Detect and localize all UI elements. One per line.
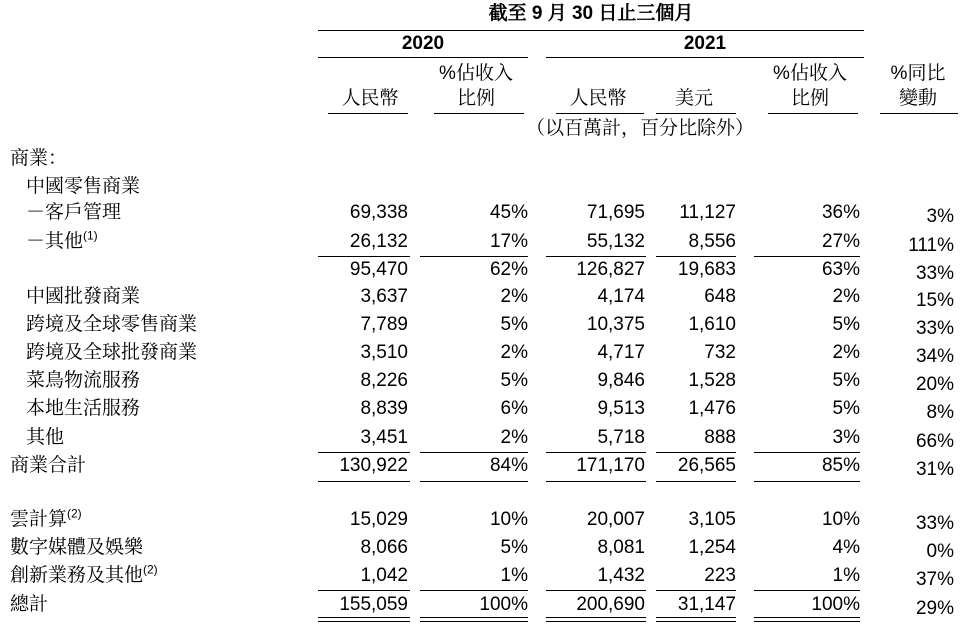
value-rmb-2021: 126,827: [576, 259, 645, 280]
value-pct-2020: 100%: [479, 594, 528, 615]
commerce-subtotal-rule: [318, 452, 410, 453]
value-rmb-2021: 4,174: [597, 286, 645, 307]
grand-total-double-rule: [754, 621, 860, 622]
row-label: [26, 286, 140, 308]
row-label-text: －客戶管理: [26, 202, 122, 223]
period-header: 截至 9 月 30 日止三個月: [488, 3, 694, 24]
row-label: [26, 427, 64, 449]
rule-col-rmb-2020: [328, 113, 408, 114]
value-yoy: 33%: [915, 263, 954, 284]
row-label-text: 其他: [26, 427, 65, 448]
value-rmb-2021: 9,846: [597, 370, 645, 391]
commerce-subtotal-rule: [656, 452, 736, 453]
col-yoy-line2: 變動: [898, 88, 937, 109]
grand-total-double-rule: [546, 617, 646, 618]
value-yoy: 33%: [915, 318, 954, 339]
value-rmb-2020: 3,637: [360, 286, 408, 307]
value-usd-2021: 1,610: [688, 314, 736, 335]
value-pct-2020: 84%: [489, 455, 528, 476]
row-label: [26, 228, 98, 253]
value-rmb-2020: 69,338: [349, 202, 408, 223]
row-label: [26, 370, 140, 392]
commerce-subtotal-rule: [420, 452, 528, 453]
row-label-text: 創新業務及其他: [10, 565, 144, 586]
value-rmb-2020: 8,839: [360, 398, 408, 419]
value-rmb-2021: 171,170: [576, 455, 645, 476]
row-label: [10, 537, 143, 559]
year-2020-header: 2020: [401, 33, 445, 54]
value-usd-2021: 648: [704, 286, 736, 307]
row-label-text: 跨境及全球批發商業: [26, 342, 198, 363]
row-label: [10, 148, 67, 170]
grand-total-rule: [420, 590, 528, 591]
value-pct-2020: 2%: [500, 427, 528, 448]
value-yoy: 29%: [915, 598, 954, 619]
grand-total-rule: [656, 590, 736, 591]
grand-total-rule: [546, 590, 646, 591]
value-rmb-2021: 1,432: [597, 565, 645, 586]
row-label: [10, 594, 48, 616]
footnote-marker: (2): [143, 562, 158, 577]
row-label-text: 本地生活服務: [26, 398, 141, 419]
value-pct-2020: 2%: [500, 342, 528, 363]
row-label: [26, 314, 197, 336]
value-pct-2021: 4%: [832, 537, 860, 558]
value-yoy: 33%: [915, 513, 954, 534]
value-usd-2021: 31,147: [677, 594, 736, 615]
col-pct-2020-line2: 比例: [456, 88, 495, 109]
value-yoy: 0%: [926, 541, 954, 562]
value-usd-2021: 1,254: [688, 537, 736, 558]
value-rmb-2020: 1,042: [360, 565, 408, 586]
rule-col-pct-2020: [434, 113, 524, 114]
value-pct-2021: 1%: [832, 565, 860, 586]
value-rmb-2021: 71,695: [586, 202, 645, 223]
value-rmb-2020: 8,226: [360, 370, 408, 391]
col-rmb-2021: 人民幣: [569, 88, 627, 109]
value-rmb-2020: 95,470: [349, 259, 408, 280]
row-label: [26, 202, 121, 224]
value-pct-2020: 2%: [500, 286, 528, 307]
commerce-subtotal-rule: [546, 452, 646, 453]
row-label-text: 數字媒體及娛樂: [10, 537, 144, 558]
rule-col-pct-2021: [768, 113, 858, 114]
row-label-text: 中國零售商業: [26, 176, 141, 197]
value-yoy: 111%: [908, 235, 954, 256]
value-pct-2020: 5%: [500, 537, 528, 558]
subtotal-rule: [420, 256, 528, 257]
value-rmb-2020: 8,066: [360, 537, 408, 558]
value-yoy: 34%: [915, 346, 954, 367]
grand-total-double-rule: [318, 617, 410, 618]
year-2021-header: 2021: [683, 33, 727, 54]
value-rmb-2021: 10,375: [586, 314, 645, 335]
grand-total-double-rule: [546, 621, 646, 622]
row-label: [26, 398, 140, 420]
row-label-text: 商業合計: [10, 455, 87, 476]
value-usd-2021: 3,105: [688, 509, 736, 530]
value-rmb-2020: 15,029: [349, 509, 408, 530]
value-pct-2021: 63%: [821, 259, 860, 280]
value-rmb-2021: 5,718: [597, 427, 645, 448]
subtotal-rule: [754, 256, 860, 257]
value-pct-2020: 5%: [500, 314, 528, 335]
row-label: [10, 562, 158, 587]
value-rmb-2020: 3,451: [360, 427, 408, 448]
value-usd-2021: 1,528: [688, 370, 736, 391]
value-pct-2021: 85%: [821, 455, 860, 476]
value-yoy: 20%: [915, 374, 954, 395]
row-label: [26, 176, 140, 198]
value-yoy: 15%: [915, 290, 954, 311]
rule-period: [318, 30, 864, 31]
value-rmb-2021: 200,690: [576, 594, 645, 615]
value-usd-2021: 888: [704, 427, 736, 448]
value-rmb-2021: 4,717: [597, 342, 645, 363]
value-rmb-2020: 26,132: [349, 231, 408, 252]
grand-total-rule: [318, 590, 410, 591]
unit-note: （以百萬計，百分比除外）: [525, 118, 754, 139]
value-rmb-2020: 7,789: [360, 314, 408, 335]
row-label-text: 雲計算: [10, 509, 68, 530]
value-pct-2020: 10%: [489, 509, 528, 530]
value-pct-2021: 3%: [832, 427, 860, 448]
col-rmb-2020: 人民幣: [341, 88, 399, 109]
value-yoy: 37%: [915, 569, 954, 590]
value-yoy: 31%: [915, 459, 954, 480]
grand-total-double-rule: [420, 621, 528, 622]
value-yoy: 3%: [926, 206, 954, 227]
col-pct-2021-line2: 比例: [790, 88, 829, 109]
col-pct-2021-line1: %佔收入: [773, 63, 847, 84]
value-pct-2021: 5%: [832, 370, 860, 391]
value-rmb-2020: 130,922: [339, 455, 408, 476]
rule-col-usd-2021: [656, 113, 736, 114]
commerce-total-rule: [656, 481, 736, 482]
row-label-text: 跨境及全球零售商業: [26, 314, 198, 335]
value-usd-2021: 223: [704, 565, 736, 586]
value-pct-2021: 10%: [821, 509, 860, 530]
footnote-marker: (1): [83, 228, 98, 243]
col-yoy-line1: %同比: [890, 63, 946, 84]
value-pct-2020: 1%: [500, 565, 528, 586]
rule-col-yoy: [880, 113, 958, 114]
row-label-text: －其他: [26, 231, 84, 252]
row-label-text: 總計: [10, 594, 49, 615]
value-yoy: 66%: [915, 431, 954, 452]
grand-total-rule: [754, 590, 860, 591]
value-rmb-2021: 8,081: [597, 537, 645, 558]
row-label-text: 商業：: [10, 148, 68, 169]
value-rmb-2020: 3,510: [360, 342, 408, 363]
value-pct-2020: 6%: [500, 398, 528, 419]
grand-total-double-rule: [656, 617, 736, 618]
value-pct-2021: 100%: [811, 594, 860, 615]
value-pct-2021: 36%: [821, 202, 860, 223]
grand-total-double-rule: [754, 617, 860, 618]
value-usd-2021: 11,127: [679, 202, 736, 223]
value-usd-2021: 8,556: [688, 231, 736, 252]
value-pct-2020: 5%: [500, 370, 528, 391]
row-label: [26, 342, 197, 364]
row-label: [10, 455, 86, 477]
subtotal-rule: [546, 256, 646, 257]
rule-2021: [546, 57, 864, 58]
row-label: [10, 506, 82, 531]
value-pct-2021: 27%: [821, 231, 860, 252]
value-pct-2021: 5%: [832, 398, 860, 419]
grand-total-double-rule: [420, 617, 528, 618]
subtotal-rule: [656, 256, 736, 257]
row-label-text: 菜鳥物流服務: [26, 370, 141, 391]
subtotal-rule: [318, 256, 410, 257]
commerce-total-rule: [546, 481, 646, 482]
col-pct-2020-line1: %佔收入: [439, 63, 513, 84]
row-label-text: 中國批發商業: [26, 286, 141, 307]
value-usd-2021: 1,476: [688, 398, 736, 419]
value-pct-2021: 5%: [832, 314, 860, 335]
value-usd-2021: 19,683: [677, 259, 736, 280]
grand-total-double-rule: [656, 621, 736, 622]
rule-2020: [318, 57, 528, 58]
value-pct-2020: 17%: [489, 231, 528, 252]
commerce-total-rule: [420, 481, 528, 482]
commerce-total-rule: [318, 481, 410, 482]
value-pct-2021: 2%: [832, 286, 860, 307]
value-rmb-2021: 55,132: [586, 231, 645, 252]
rule-col-rmb-2021: [556, 113, 644, 114]
footnote-marker: (2): [67, 506, 82, 521]
grand-total-double-rule: [318, 621, 410, 622]
col-usd-2021: 美元: [674, 88, 713, 109]
value-rmb-2020: 155,059: [339, 594, 408, 615]
commerce-total-rule: [754, 481, 860, 482]
value-usd-2021: 732: [704, 342, 736, 363]
value-pct-2020: 62%: [489, 259, 528, 280]
value-usd-2021: 26,565: [677, 455, 736, 476]
value-rmb-2021: 9,513: [597, 398, 645, 419]
value-pct-2020: 45%: [489, 202, 528, 223]
value-rmb-2021: 20,007: [586, 509, 645, 530]
value-yoy: 8%: [926, 402, 954, 423]
commerce-subtotal-rule: [754, 452, 860, 453]
value-pct-2021: 2%: [832, 342, 860, 363]
